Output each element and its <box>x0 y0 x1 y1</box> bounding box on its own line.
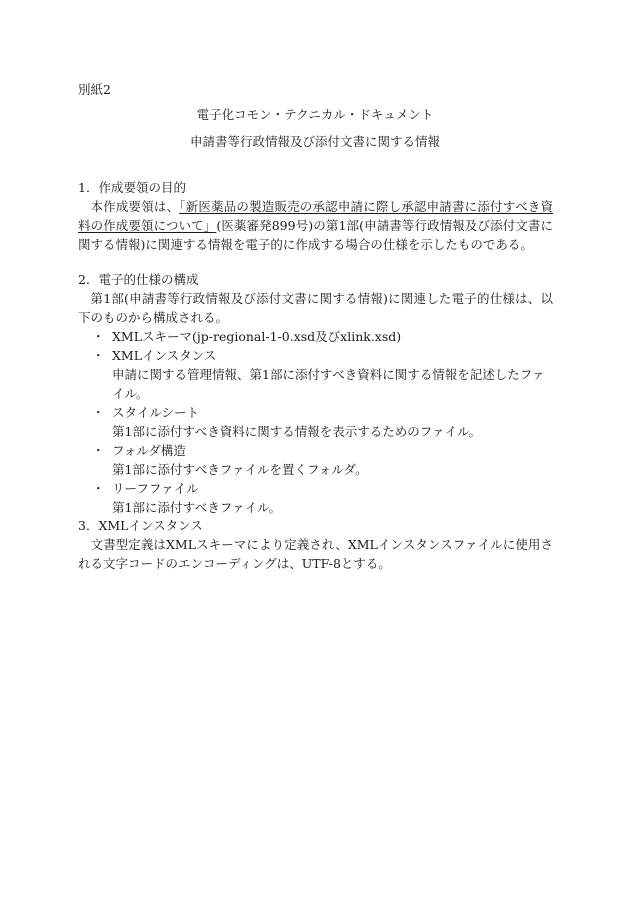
list-item <box>78 403 553 441</box>
paragraph-text: 本作成要領は、 <box>90 199 180 214</box>
list-item <box>78 479 553 517</box>
list-item <box>78 346 553 403</box>
component-list <box>78 327 553 517</box>
document-title: 電子化コモン・テクニカル・ドキュメント <box>196 107 434 122</box>
attachment-label: 別紙2 <box>78 82 111 97</box>
item-name: スタイルシート <box>112 405 199 420</box>
section-heading: 1．作成要領の目的 <box>78 180 186 195</box>
item-name: XMLスキーマ(jp-regional-1-0.xsd及びxlink.xsd) <box>112 329 402 344</box>
section-paragraph <box>78 197 553 254</box>
section-purpose <box>78 178 553 254</box>
section-paragraph: 第1部(申請書等行政情報及び添付文書に関する情報)に関連した電子的仕様は、以下のものから構成される。 <box>78 291 553 325</box>
section-xml-instance <box>78 516 553 573</box>
bullet-mark: ・ <box>92 405 105 420</box>
section-paragraph: 文書型定義はXMLスキーマにより定義され、XMLインスタンスファイルに使用される文字コードのエンコーディングは、UTF-8とする。 <box>78 537 553 571</box>
list-item <box>78 441 553 479</box>
item-name: XMLインスタンス <box>112 348 217 363</box>
paragraph-text: (医薬審発899号)の第1部(申請書等行政情報及び添付文書に関する情報)に関連する情報を電子的に作成する場合の仕様を示したものである。 <box>78 218 553 252</box>
reference-link[interactable]: 「新医薬品の製造販売の承認申請に際し承認申請書に添付すべき資料の作成要領について」 <box>78 199 553 233</box>
section-components <box>78 270 553 517</box>
item-name: フォルダ構造 <box>112 443 186 458</box>
item-description: 第1部に添付すべき資料に関する情報を表示するためのファイル。 <box>112 424 481 439</box>
section-heading: 3．XMLインスタンス <box>78 518 203 533</box>
bullet-mark: ・ <box>92 348 105 363</box>
bullet-mark: ・ <box>92 443 105 458</box>
bullet-mark: ・ <box>92 481 105 496</box>
section-heading: 2．電子的仕様の構成 <box>78 272 199 287</box>
item-description: 申請に関する管理情報、第1部に添付すべき資料に関する情報を記述したファイル。 <box>112 367 545 401</box>
bullet-mark: ・ <box>92 329 105 344</box>
document-subtitle: 申請書等行政情報及び添付文書に関する情報 <box>189 134 440 149</box>
list-item <box>78 327 553 346</box>
item-name: リーフファイル <box>112 481 199 496</box>
item-description: 第1部に添付すべきファイル。 <box>112 500 281 515</box>
item-description: 第1部に添付すべきファイルを置くフォルダ。 <box>112 462 368 477</box>
